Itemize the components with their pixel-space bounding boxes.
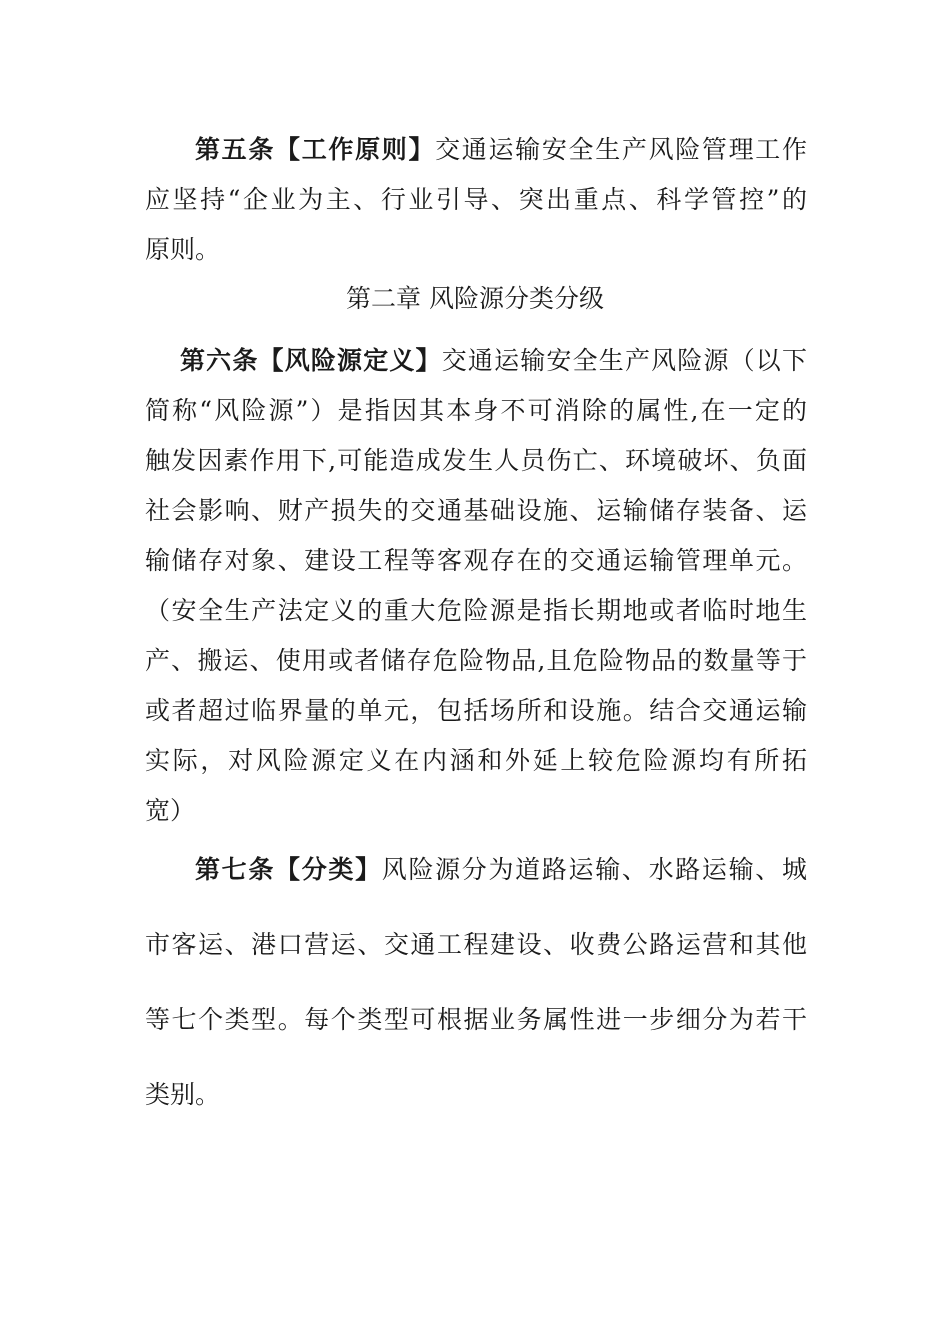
article6-line-8: 或者超过临界量的单元，包括场所和设施。结合交通运输 (145, 696, 807, 725)
article6-line-6: （安全生产法定义的重大危险源是指长期地或者临时地生 (145, 596, 807, 625)
article7-line-2: 市客运、港口营运、交通工程建设、收费公路运营和其他 (145, 930, 807, 959)
article7-line-1 (195, 855, 807, 885)
article5-text-1: 交通运输安全生产风险管理工作 (435, 135, 807, 164)
chapter-heading: 第二章 风险源分类分级 (346, 284, 604, 313)
article6-label: 第六条【风险源定义】 (180, 346, 442, 375)
article6-line-2: 简称“风险源”）是指因其本身不可消除的属性,在一定的 (145, 396, 807, 425)
article5-line-1 (195, 135, 807, 165)
article6-line-5: 输储存对象、建设工程等客观存在的交通运输管理单元。 (145, 546, 807, 575)
article6-line-1 (180, 346, 807, 376)
article6-line-4: 社会影响、财产损失的交通基础设施、运输储存装备、运 (145, 496, 807, 525)
article5-line-3: 原则。 (145, 235, 221, 264)
article7-line-3: 等七个类型。每个类型可根据业务属性进一步细分为若干 (145, 1005, 807, 1034)
article5-label: 第五条【工作原则】 (195, 135, 436, 164)
article6-line-7: 产、搬运、使用或者储存危险物品,且危险物品的数量等于 (145, 646, 807, 675)
article6-line-9: 实际，对风险源定义在内涵和外延上较危险源均有所拓 (145, 746, 807, 775)
article6-line-10: 宽） (145, 796, 196, 825)
article7-line-4: 类别。 (145, 1080, 221, 1109)
article7-label: 第七条【分类】 (195, 855, 382, 884)
article5-line-2: 应坚持“企业为主、行业引导、突出重点、科学管控”的 (145, 185, 807, 214)
article7-text-1: 风险源分为道路运输、水路运输、城 (381, 855, 807, 884)
article6-line-3: 触发因素作用下,可能造成发生人员伤亡、环境破坏、负面 (145, 446, 807, 475)
article6-text-1: 交通运输安全生产风险源（以下 (441, 346, 807, 375)
